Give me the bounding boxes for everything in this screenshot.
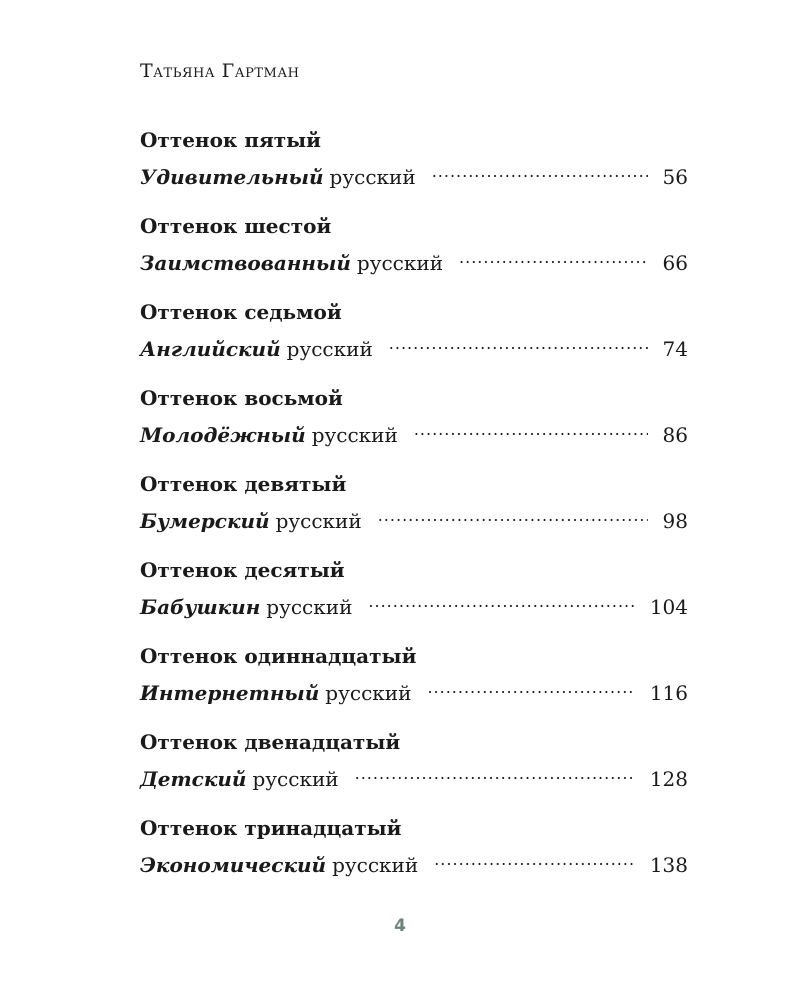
toc-title-rest: русский bbox=[286, 337, 373, 361]
toc-title-emphasis: Молодёжный bbox=[140, 423, 306, 447]
toc-title-emphasis: Экономический bbox=[140, 853, 327, 877]
toc-title-rest: русский bbox=[325, 681, 412, 705]
toc-page-number: 116 bbox=[649, 681, 688, 705]
toc-line bbox=[140, 154, 688, 192]
table-of-contents bbox=[140, 126, 688, 900]
toc-title-rest: русский bbox=[266, 595, 353, 619]
toc-chapter-label: Оттенок шестой bbox=[140, 214, 332, 238]
toc-line bbox=[140, 670, 688, 708]
toc-page-number: 56 bbox=[662, 165, 688, 189]
toc-chapter-label: Оттенок восьмой bbox=[140, 386, 343, 410]
toc-page-number: 74 bbox=[662, 337, 688, 361]
dot-leader bbox=[378, 498, 648, 528]
dot-leader bbox=[459, 240, 648, 270]
toc-entry[interactable] bbox=[140, 470, 688, 556]
toc-page-number: 138 bbox=[649, 853, 688, 877]
toc-entry[interactable] bbox=[140, 642, 688, 728]
toc-chapter-label: Оттенок двенадцатый bbox=[140, 730, 401, 754]
toc-title-rest: русский bbox=[252, 767, 339, 791]
toc-line bbox=[140, 498, 688, 536]
dot-leader bbox=[368, 584, 635, 614]
toc-title-rest: русский bbox=[356, 251, 444, 275]
toc-entry[interactable] bbox=[140, 298, 688, 384]
toc-title-emphasis: Детский bbox=[140, 767, 247, 791]
dot-leader bbox=[414, 412, 648, 442]
toc-title-rest: русский bbox=[332, 853, 419, 877]
toc-chapter-label: Оттенок тринадцатый bbox=[140, 816, 402, 840]
toc-line bbox=[140, 584, 688, 622]
toc-entry[interactable] bbox=[140, 556, 688, 642]
toc-line bbox=[140, 326, 688, 364]
toc-title-emphasis: Удивительный bbox=[140, 165, 324, 189]
toc-line bbox=[140, 240, 688, 278]
toc-title-rest: русский bbox=[275, 509, 362, 533]
toc-title-emphasis: Интернетный bbox=[140, 681, 320, 705]
toc-title-emphasis: Английский bbox=[140, 337, 281, 361]
toc-entry[interactable] bbox=[140, 728, 688, 814]
running-head-author: Татьяна Гартман bbox=[140, 60, 300, 82]
toc-line bbox=[140, 756, 688, 794]
toc-entry[interactable] bbox=[140, 212, 688, 298]
dot-leader bbox=[434, 842, 636, 872]
toc-page-number: 66 bbox=[662, 251, 688, 275]
toc-chapter-label: Оттенок пятый bbox=[140, 128, 322, 152]
toc-page-number: 104 bbox=[649, 595, 688, 619]
toc-line bbox=[140, 412, 688, 450]
toc-entry[interactable] bbox=[140, 126, 688, 212]
toc-chapter-label: Оттенок седьмой bbox=[140, 300, 342, 324]
dot-leader bbox=[389, 326, 648, 356]
dot-leader bbox=[355, 756, 636, 786]
toc-title-emphasis: Бумерский bbox=[140, 509, 270, 533]
toc-entry[interactable] bbox=[140, 814, 688, 900]
toc-line bbox=[140, 842, 688, 880]
toc-chapter-label: Оттенок десятый bbox=[140, 558, 345, 582]
page-number: 4 bbox=[394, 916, 406, 936]
toc-page-number: 98 bbox=[662, 509, 688, 533]
dot-leader bbox=[427, 670, 635, 700]
toc-title-rest: русский bbox=[311, 423, 398, 447]
toc-page-number: 128 bbox=[649, 767, 688, 791]
toc-title-emphasis: Бабушкин bbox=[140, 595, 261, 619]
toc-chapter-label: Оттенок одиннадцатый bbox=[140, 644, 417, 668]
toc-chapter-label: Оттенок девятый bbox=[140, 472, 347, 496]
toc-title-rest: русский bbox=[329, 165, 416, 189]
toc-page-number: 86 bbox=[662, 423, 688, 447]
toc-title-emphasis: Заимствованный bbox=[140, 251, 351, 275]
dot-leader bbox=[432, 154, 648, 184]
toc-entry[interactable] bbox=[140, 384, 688, 470]
